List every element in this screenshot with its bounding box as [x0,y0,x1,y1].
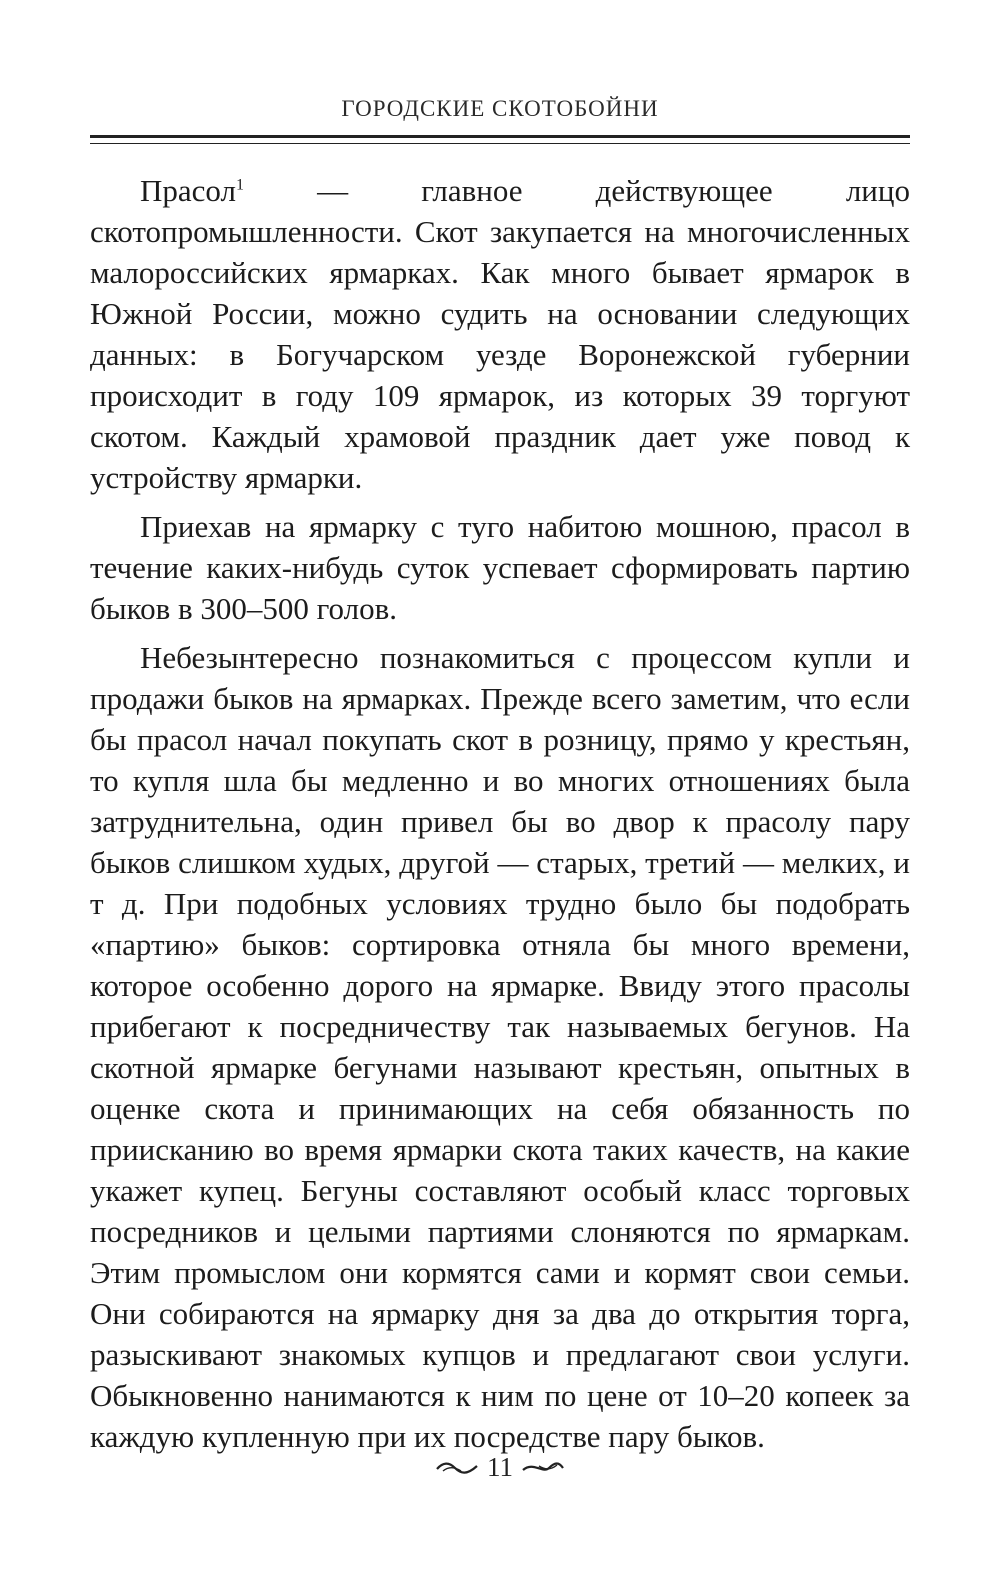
header-rule-thick [90,135,910,138]
swash-right-icon [521,1460,565,1476]
paragraph-3: Небезынтересно познакомиться с процессом купли и продажи быков на ярмарках. Прежде всего заметим, что если бы прасол начал покупать скот в розницу, прямо у крестьян, то купля шла бы медленно и во многих отношениях была затруднительна, один привел бы во двор к прасолу пару быков слишком худых, другой — старых, третий — мелких, и т д. При подобных условиях трудно было бы подобрать «партию» быков: сортировка отняла бы много времени, которое особенно дорого на ярмарке. Ввиду этого прасолы прибегают к посредничеству так называемых бегунов. На скотной ярмарке бегунами называют крестьян, опытных в оценке скота и принимающих на себя обязанность по приисканию во время ярмарки скота таких качеств, на какие укажет купец. Бегуны составляют особый класс торговых посредников и целыми партиями слоняются по ярмаркам. Этим промыслом они кормятся сами и кормят свои семьи. Они собираются на ярмарку дня за два до открытия торга, разыскивают знакомых купцов и предлагают свои услуги. Обыкновенно нанимаются к ним по цене от 10–20 копеек за каждую купленную при их посредстве пару быков. [90,640,910,1454]
page-folio [0,1452,1000,1483]
footnote-ref[interactable]: 1 [235,176,244,194]
paragraph-2: Приехав на ярмарку с туго набитою мошною, прасол в течение каких-нибудь суток успевает сформировать партию быков в 300–500 голов. [90,509,910,626]
header-rule-thin [90,143,910,144]
paragraph-1-lead: Прасол [140,173,236,208]
body-text [90,170,910,1457]
paragraph-1 [90,170,910,498]
page-number: 11 [487,1452,513,1482]
paragraph-1-text: — главное действующее лицо скотопромышленности. Скот закупается на многочисленных малороссийских ярмарках. Как много бывает ярмарок в Южной России, можно судить на основании следующих данных: в Богучарском уезде Воронежской губернии происходит в году 109 ярмарок, из которых 39 торгуют скотом. Каждый храмовой праздник дает уже повод к устройству ярмарки. [90,173,910,495]
swash-left-icon [435,1460,479,1476]
running-head: ГОРОДСКИЕ СКОТОБОЙНИ [341,96,659,121]
